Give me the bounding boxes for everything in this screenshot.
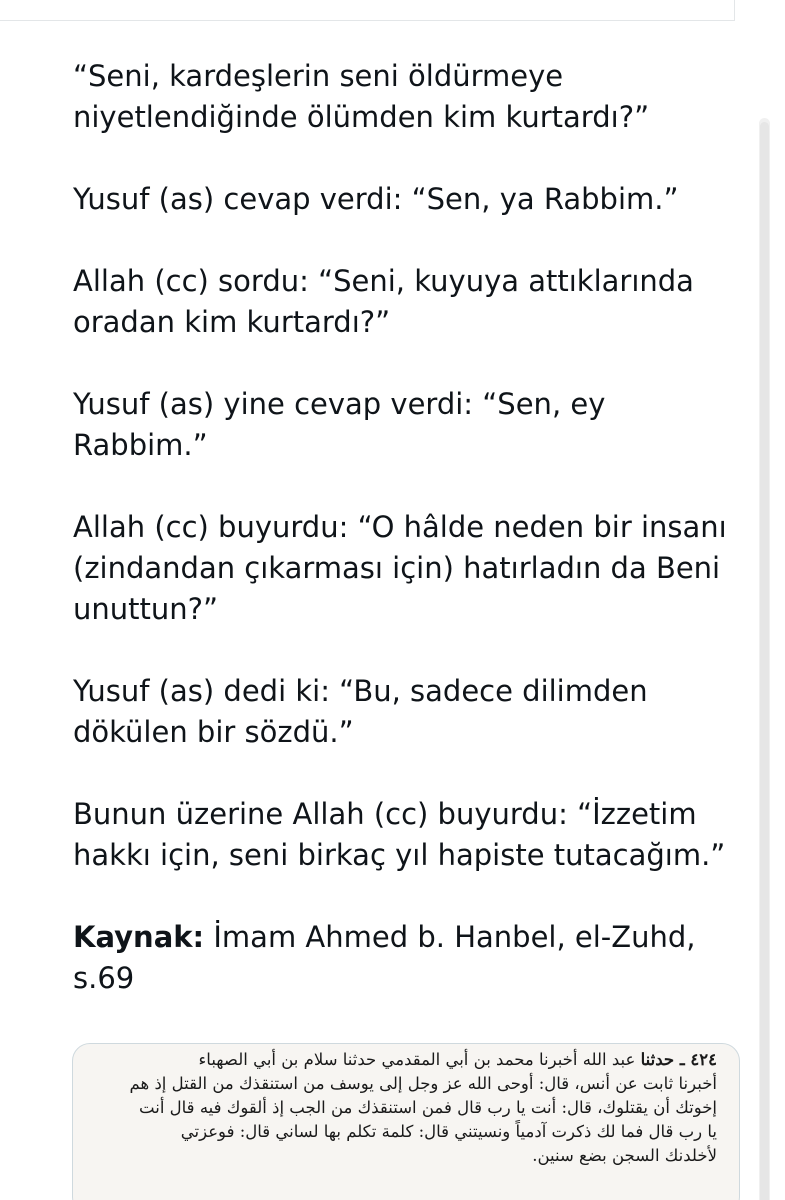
previous-post-divider — [0, 0, 735, 21]
source-label: Kaynak: — [73, 920, 205, 954]
scanned-arabic-text — [73, 1044, 739, 1168]
attached-image[interactable] — [72, 1043, 740, 1200]
source-text: İmam Ahmed b. Hanbel, el-Zuhd, s.69 — [73, 920, 696, 995]
scan-line: يا رب قال فما لك ذكرت آدمياً ونسيتني قال: كلمة تكلم بها لساني قال: فوعزتي — [180, 1122, 717, 1141]
hadith-number: ٤٢٤ ـ حدثنا — [640, 1050, 717, 1069]
scan-line: لأخلدنك السجن بضع سنين. — [532, 1146, 717, 1165]
scan-line: أخبرنا ثابت عن أنس، قال: أوحى الله عز وجل إلى يوسف من استنقذك من القتل إذ هم — [129, 1074, 717, 1093]
source-citation — [73, 917, 743, 999]
tweet-paragraph: Yusuf (as) yine cevap verdi: “Sen, ey Rabbim.” — [73, 387, 606, 462]
scan-line — [109, 1048, 717, 1072]
tweet-paragraph: Bunun üzerine Allah (cc) buyurdu: “İzzetim hakkı için, seni birkaç yıl hapiste tutacağım.” — [73, 797, 726, 872]
scan-line-text: عبد الله أخبرنا محمد بن أبي المقدمي حدثنا سلام بن أبي الصهباء — [198, 1050, 636, 1069]
tweet-paragraph: Allah (cc) sordu: “Seni, kuyuya attıklarında oradan kim kurtardı?” — [73, 264, 694, 339]
tweet-paragraph: Allah (cc) buyurdu: “O hâlde neden bir insanı (zindandan çıkarması için) hatırladın da Beni unuttun?” — [73, 510, 727, 626]
scan-line: إخوتك أن يقتلوك، قال: أنت يا رب قال فمن استنقذك من الجب إذ ألقوك فيه قال أنت — [139, 1098, 717, 1117]
scrollbar-thumb[interactable] — [760, 122, 769, 1200]
tweet-paragraph: “Seni, kardeşlerin seni öldürmeye niyetlendiğinde ölümden kim kurtardı?” — [73, 59, 650, 134]
tweet-paragraph: Yusuf (as) cevap verdi: “Sen, ya Rabbim.” — [73, 182, 679, 216]
tweet-text — [73, 56, 743, 999]
tweet-paragraph: Yusuf (as) dedi ki: “Bu, sadece dilimden dökülen bir sözdü.” — [73, 674, 648, 749]
